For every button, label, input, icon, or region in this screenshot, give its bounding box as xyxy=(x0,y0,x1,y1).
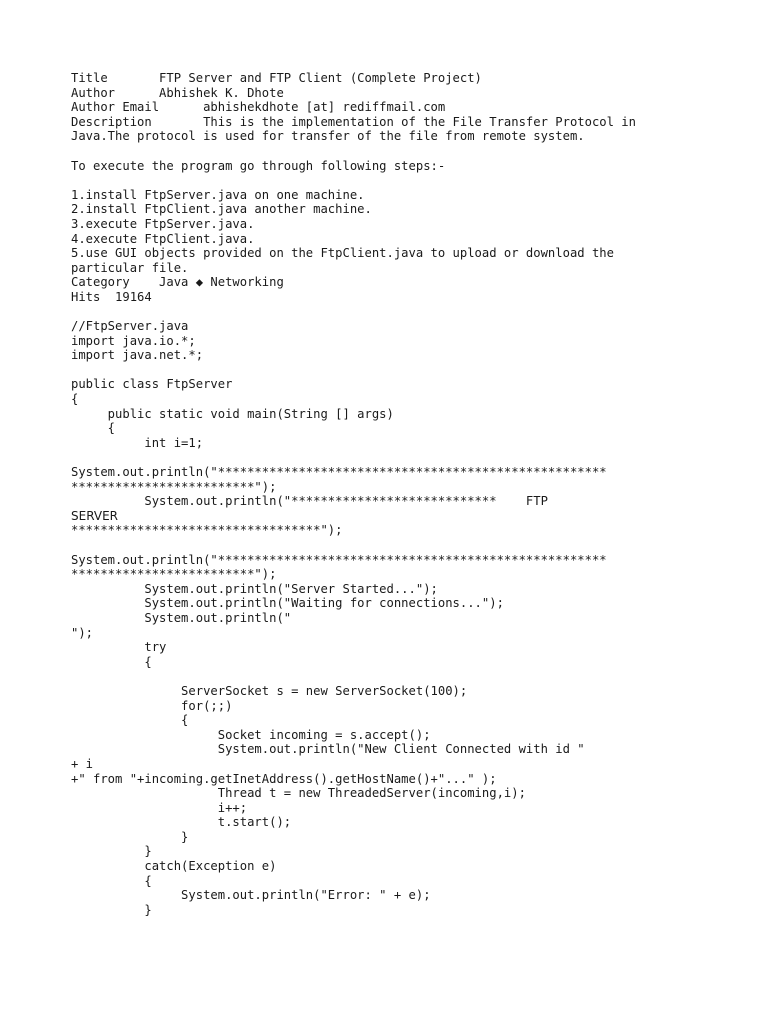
text-line: 2.install FtpClient.java another machine. xyxy=(71,202,372,217)
text-line: System.out.println(" xyxy=(71,610,292,625)
text-line: { xyxy=(71,654,152,669)
text-line: } xyxy=(71,829,189,844)
text-line: particular file. xyxy=(71,260,189,275)
text-line: Java.The protocol is used for transfer of the file from remote system. xyxy=(71,129,585,144)
text-line: Author Email abhishekdhote [at] rediffmail.com xyxy=(71,100,446,115)
text-line: Description This is the implementation of the File Transfer Protocol in xyxy=(71,114,636,129)
text-line: public static void main(String [] args) xyxy=(71,406,394,421)
text-line: + i xyxy=(71,756,94,771)
text-line: +" from "+incoming.getInetAddress().getHostName()+"..." ); xyxy=(71,771,497,786)
text-line: } xyxy=(71,902,152,917)
text-line: SERVER xyxy=(71,508,119,523)
text-line: 5.use GUI objects provided on the FtpClient.java to upload or download the xyxy=(71,246,614,261)
text-line: 3.execute FtpServer.java. xyxy=(71,216,255,231)
text-line: System.out.println("***************************************************** xyxy=(71,465,607,480)
text-line: "); xyxy=(71,625,94,640)
text-line: { xyxy=(71,421,116,436)
text-line xyxy=(71,363,751,378)
text-line: Author Abhishek K. Dhote xyxy=(71,85,284,100)
text-line: *************************"); xyxy=(71,567,277,582)
text-line: Socket incoming = s.accept(); xyxy=(71,727,431,742)
text-line: System.out.println("***************************************************** xyxy=(71,552,607,567)
text-line: { xyxy=(71,713,189,728)
text-line: System.out.println("**************************** FTP xyxy=(71,494,548,509)
text-line: To execute the program go through following steps:- xyxy=(71,158,446,173)
text-line: int i=1; xyxy=(71,435,204,450)
text-line: System.out.println("Server Started..."); xyxy=(71,581,438,596)
text-line xyxy=(71,669,751,684)
text-line: **********************************"); xyxy=(71,523,343,538)
text-line: Thread t = new ThreadedServer(incoming,i); xyxy=(71,786,526,801)
text-line xyxy=(71,173,751,188)
text-line: import java.io.*; xyxy=(71,333,196,348)
text-line: i++; xyxy=(71,800,248,815)
text-line: { xyxy=(71,392,79,407)
text-line xyxy=(71,450,751,465)
text-line: for(;;) xyxy=(71,698,233,713)
text-line: Hits 19164 xyxy=(71,289,152,304)
text-line: Category Java ◆ Networking xyxy=(71,275,284,290)
text-line: System.out.println("Error: " + e); xyxy=(71,888,431,903)
text-line: t.start(); xyxy=(71,815,292,830)
text-line: System.out.println("New Client Connected with id " xyxy=(71,742,585,757)
text-line: try xyxy=(71,640,167,655)
text-line xyxy=(71,144,751,159)
text-line: Title FTP Server and FTP Client (Complete Project) xyxy=(71,71,482,85)
document-body xyxy=(71,71,751,917)
text-line xyxy=(71,305,751,320)
text-line: ServerSocket s = new ServerSocket(100); xyxy=(71,683,468,698)
text-line: catch(Exception e) xyxy=(71,859,277,874)
text-line: { xyxy=(71,873,152,888)
text-line: import java.net.*; xyxy=(71,348,204,363)
text-line: *************************"); xyxy=(71,479,277,494)
text-line: 4.execute FtpClient.java. xyxy=(71,231,255,246)
text-line: public class FtpServer xyxy=(71,377,233,392)
text-line: 1.install FtpServer.java on one machine. xyxy=(71,187,365,202)
text-line: System.out.println("Waiting for connections..."); xyxy=(71,596,504,611)
text-line: } xyxy=(71,844,152,859)
text-line: //FtpServer.java xyxy=(71,319,189,334)
text-line xyxy=(71,538,751,553)
